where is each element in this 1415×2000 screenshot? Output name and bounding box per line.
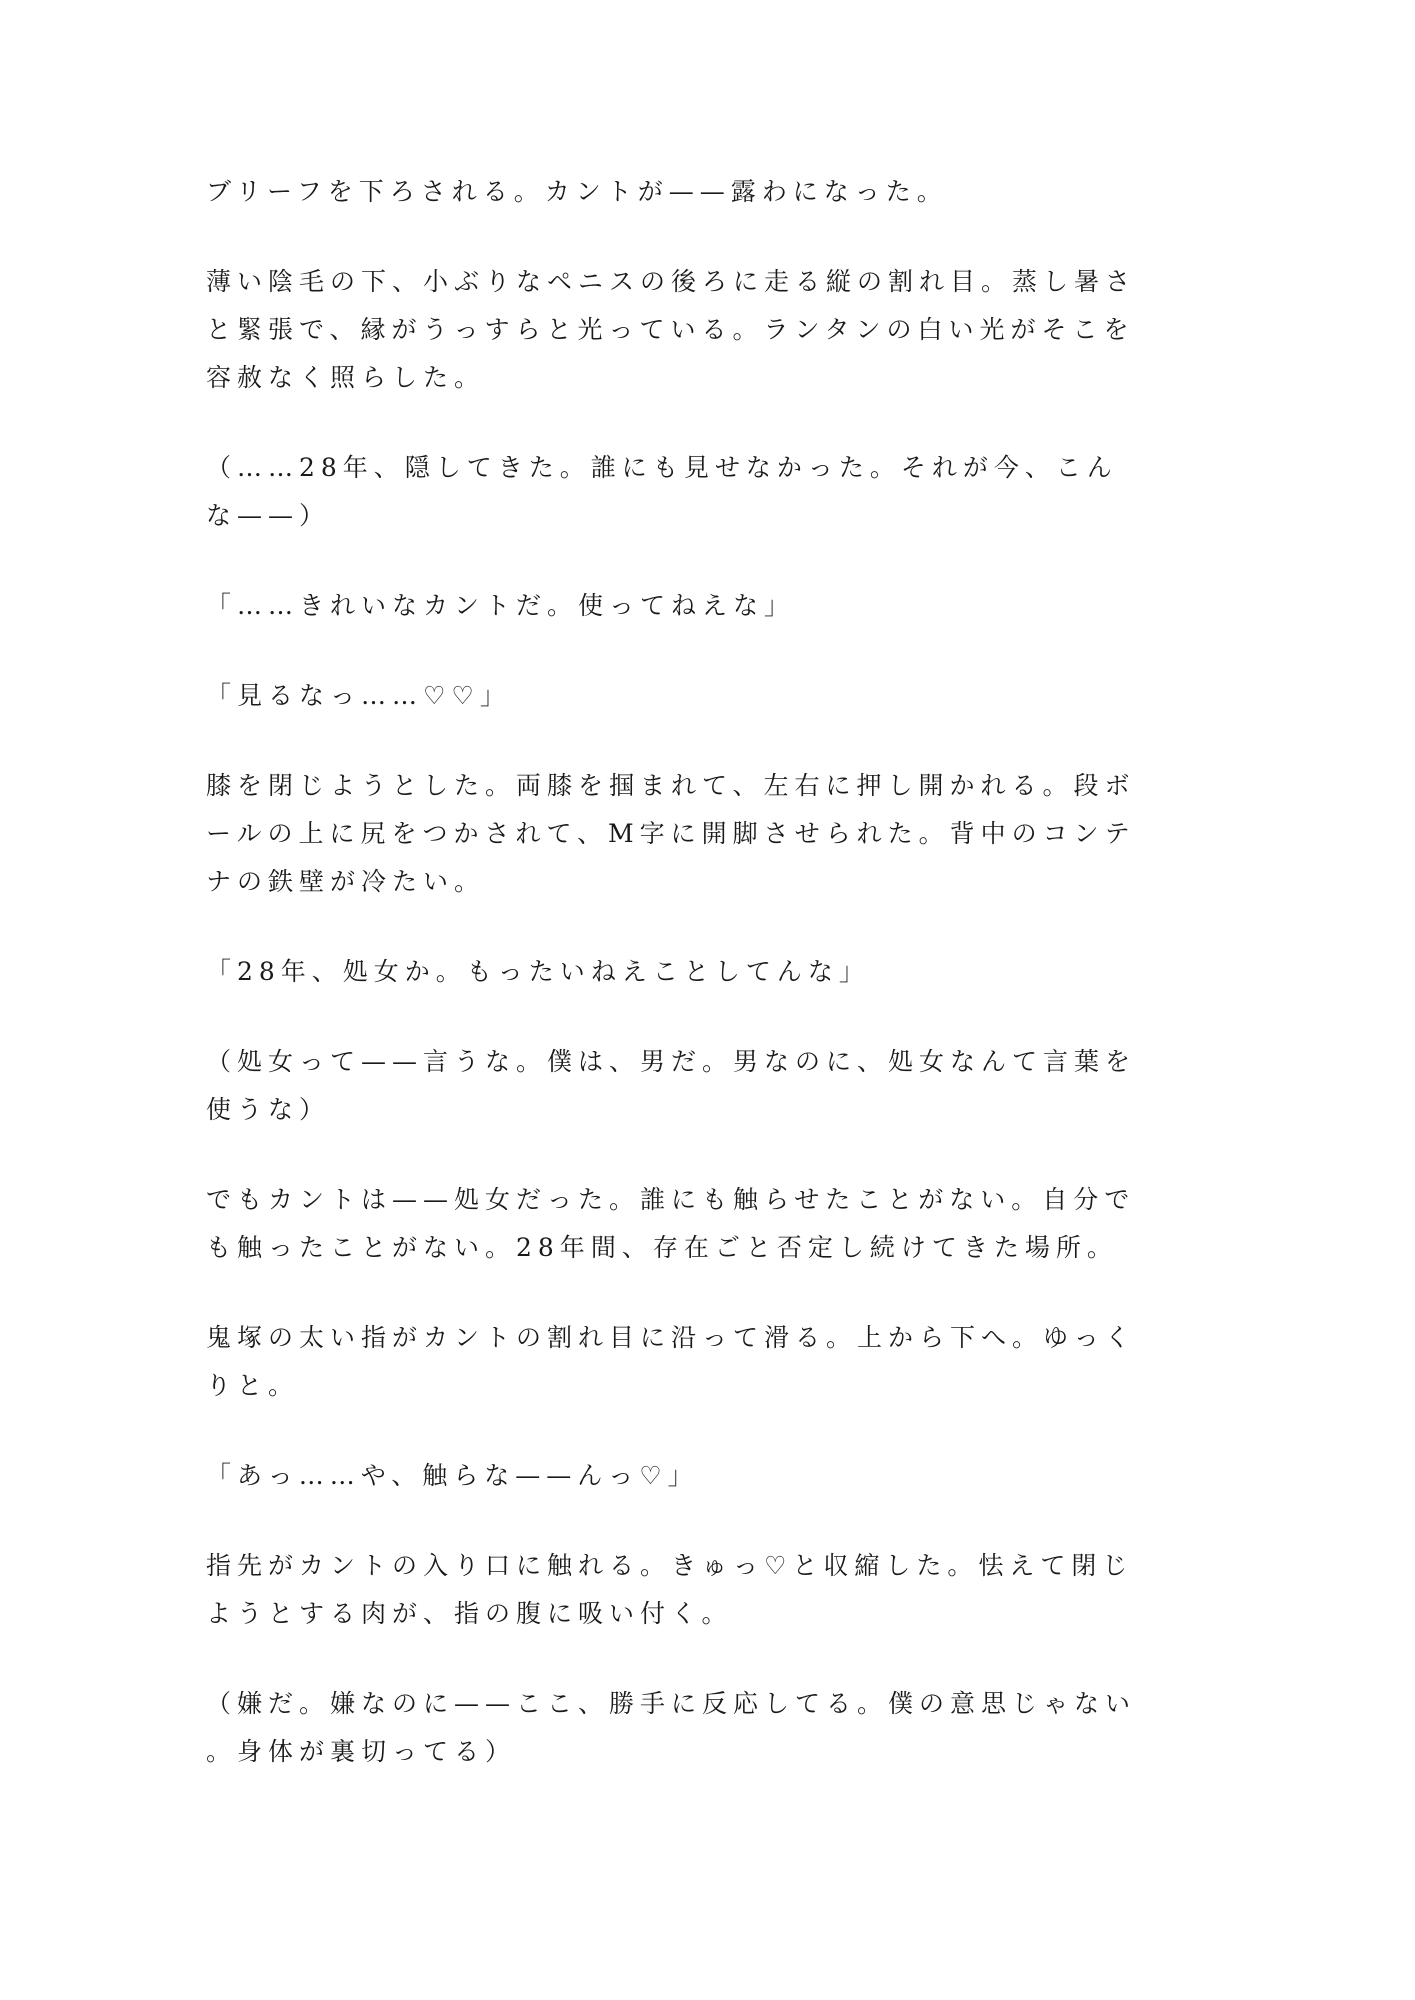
paragraph (206, 168, 1186, 216)
paragraph-line: （嫌だ。嫌なのに——ここ、勝手に反応してる。僕の意思じゃない (206, 1689, 1137, 1718)
paragraph (206, 762, 1186, 906)
paragraph-line: ナの鉄壁が冷たい。 (206, 867, 486, 896)
paragraph-line: と緊張で、縁がうっすらと光っている。ランタンの白い光がそこを (206, 315, 1135, 344)
paragraph (206, 1038, 1186, 1134)
paragraph-line: も触ったことがない。28年間、存在ごと否定し続けてきた場所。 (206, 1233, 1118, 1262)
paragraph (206, 1314, 1186, 1410)
paragraph-line: 使うな） (206, 1095, 331, 1124)
paragraph-line: 「あっ……や、触らな——んっ♡」 (206, 1461, 699, 1490)
paragraph-line: りと。 (206, 1371, 300, 1400)
paragraph-line: ールの上に尻をつかされて、M字に開脚させられた。背中のコンテ (206, 819, 1136, 848)
paragraph (206, 948, 1186, 996)
paragraph-line: （処女って——言うな。僕は、男だ。男なのに、処女なんて言葉を (206, 1047, 1137, 1076)
paragraph-line: 容赦なく照らした。 (206, 363, 486, 392)
document-page (206, 168, 1186, 1818)
paragraph-line: でもカントは——処女だった。誰にも触らせたことがない。自分で (206, 1185, 1136, 1214)
paragraph (206, 672, 1186, 720)
paragraph-line: 「見るなっ……♡♡」 (206, 681, 511, 710)
paragraph-line: 鬼塚の太い指がカントの割れ目に沿って滑る。上から下へ。ゆっく (206, 1323, 1136, 1352)
paragraph-line: な——） (206, 501, 331, 530)
paragraph-line: 薄い陰毛の下、小ぶりなペニスの後ろに走る縦の割れ目。蒸し暑さ (206, 267, 1137, 296)
paragraph-line: 膝を閉じようとした。両膝を掴まれて、左右に押し開かれる。段ボ (206, 771, 1136, 800)
paragraph-line: 「……きれいなカントだ。使ってねえな」 (206, 591, 796, 620)
paragraph-line: ようとする肉が、指の腹に吸い付く。 (206, 1599, 733, 1628)
paragraph (206, 258, 1186, 402)
paragraph-line: （……28年、隠してきた。誰にも見せなかった。それが今、こん (206, 453, 1118, 482)
paragraph (206, 444, 1186, 540)
paragraph (206, 1452, 1186, 1500)
paragraph-line: ブリーフを下ろされる。カントが——露わになった。 (206, 177, 948, 206)
paragraph (206, 582, 1186, 630)
paragraph (206, 1680, 1186, 1776)
paragraph-line: 「28年、処女か。もったいねえことしてんな」 (206, 957, 870, 986)
paragraph-line: 指先がカントの入り口に触れる。きゅっ♡と収縮した。怯えて閉じ (206, 1551, 1134, 1580)
paragraph (206, 1176, 1186, 1272)
paragraph-line: 。身体が裏切ってる） (206, 1737, 517, 1766)
paragraph (206, 1542, 1186, 1638)
